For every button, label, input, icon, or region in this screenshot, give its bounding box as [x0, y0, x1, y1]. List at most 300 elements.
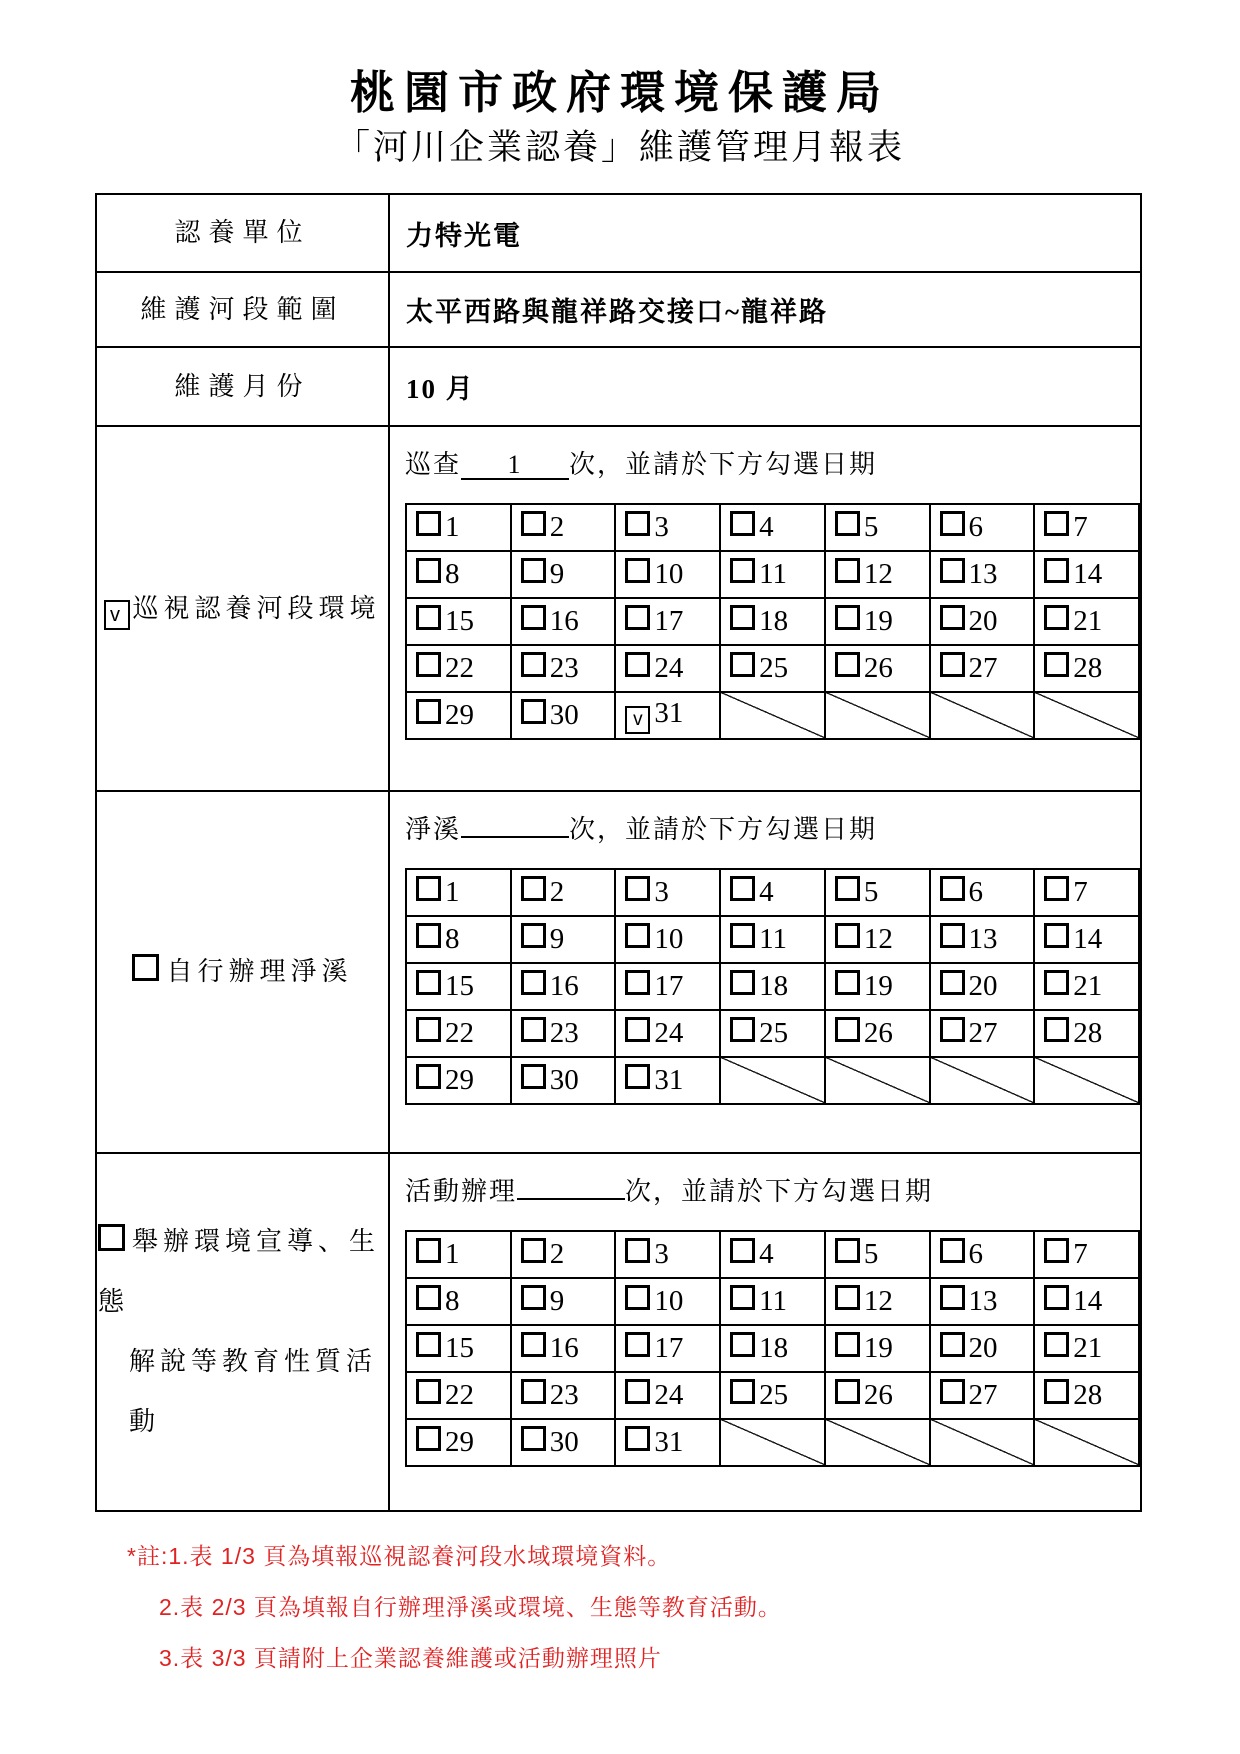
day-cell — [511, 1010, 616, 1057]
section-label-line — [98, 1212, 387, 1332]
day-cell — [511, 963, 616, 1010]
day-checkbox-education-activity-19[interactable] — [835, 1332, 860, 1357]
section-checkbox-patrol[interactable]: v — [104, 600, 130, 630]
calendar-row — [406, 1231, 1139, 1278]
day-checkbox-education-activity-24[interactable] — [625, 1379, 650, 1404]
day-number: 25 — [759, 1379, 789, 1411]
section-label — [104, 579, 380, 639]
page-subtitle: 「河川企業認養」維護管理月報表 — [334, 128, 905, 167]
section-checkbox-stream-cleaning[interactable] — [132, 954, 159, 981]
day-number: 12 — [863, 558, 893, 590]
day-checkbox-education-activity-27[interactable] — [940, 1379, 965, 1404]
day-number: 22 — [445, 652, 474, 684]
calendar-row — [406, 692, 1139, 739]
day-cell — [511, 1419, 616, 1466]
section-label-line — [98, 1332, 387, 1452]
day-cell — [1034, 1010, 1139, 1057]
calendar-row — [406, 504, 1139, 551]
section-header-prefix: 淨溪 — [405, 815, 462, 844]
day-cell — [615, 1231, 720, 1278]
section-header-prefix: 活動辦理 — [405, 1177, 518, 1206]
day-cell — [930, 1231, 1035, 1278]
calendar-row — [406, 645, 1139, 692]
day-number: 28 — [1073, 1017, 1103, 1049]
day-number: 5 — [863, 1238, 879, 1270]
day-number: 15 — [445, 1332, 474, 1364]
day-checkbox-education-activity-7[interactable] — [1044, 1238, 1069, 1263]
day-number: 5 — [863, 511, 879, 543]
day-number: 4 — [759, 1238, 774, 1270]
day-cell — [511, 551, 616, 598]
note-line: 3.表 3/3 頁請附上企業認養維護或活動辦理照片 — [159, 1645, 662, 1671]
day-checkbox-education-activity-6[interactable] — [940, 1238, 965, 1263]
day-checkbox-stream-cleaning-18[interactable] — [730, 970, 755, 995]
info-label-cell — [96, 347, 389, 426]
day-number: 21 — [1073, 970, 1103, 1002]
count-blank-education-activity[interactable] — [517, 1198, 625, 1200]
day-checkbox-stream-cleaning-31[interactable] — [625, 1064, 650, 1089]
day-cell — [615, 869, 720, 916]
day-cell — [615, 645, 720, 692]
day-checkbox-stream-cleaning-15[interactable] — [416, 970, 441, 995]
day-checkbox-education-activity-9[interactable] — [521, 1285, 546, 1310]
day-cell — [615, 1278, 720, 1325]
day-checkbox-patrol-1[interactable] — [416, 511, 441, 536]
day-checkbox-patrol-27[interactable] — [940, 652, 965, 677]
day-number: 12 — [863, 1285, 893, 1317]
day-number: 27 — [968, 1017, 998, 1049]
day-checkbox-patrol-21[interactable] — [1044, 605, 1069, 630]
day-checkbox-patrol-26[interactable] — [835, 652, 860, 677]
section-header-prefix: 巡查 — [405, 450, 462, 479]
day-number: 11 — [759, 558, 788, 590]
day-checkbox-education-activity-29[interactable] — [416, 1426, 441, 1451]
day-checkbox-patrol-24[interactable] — [625, 652, 650, 677]
day-checkbox-patrol-2[interactable] — [521, 511, 546, 536]
day-number: 7 — [1073, 876, 1088, 908]
day-cell — [406, 1057, 511, 1104]
day-number: 28 — [1073, 652, 1103, 684]
day-number: 29 — [445, 699, 474, 731]
day-cell — [511, 598, 616, 645]
day-checkbox-education-activity-26[interactable] — [835, 1379, 860, 1404]
day-cell — [825, 1231, 930, 1278]
day-number: 20 — [968, 970, 998, 1002]
calendar-row — [406, 869, 1139, 916]
day-checkbox-stream-cleaning-3[interactable] — [625, 876, 650, 901]
day-checkbox-stream-cleaning-12[interactable] — [835, 923, 860, 948]
day-cell — [720, 645, 825, 692]
section-label-cell — [96, 1153, 389, 1511]
info-label: 維護河段範圍 — [140, 294, 345, 324]
info-row — [96, 194, 1141, 272]
day-checkbox-education-activity-23[interactable] — [521, 1379, 546, 1404]
day-checkbox-education-activity-11[interactable] — [730, 1285, 755, 1310]
day-checkbox-education-activity-3[interactable] — [625, 1238, 650, 1263]
day-cell — [406, 1231, 511, 1278]
day-checkbox-education-activity-28[interactable] — [1044, 1379, 1069, 1404]
day-cell — [615, 963, 720, 1010]
day-number: 30 — [549, 699, 579, 731]
section-header — [405, 809, 1140, 846]
day-cell — [1034, 963, 1139, 1010]
day-cell — [930, 1278, 1035, 1325]
day-cell — [825, 645, 930, 692]
day-checkbox-stream-cleaning-5[interactable] — [835, 876, 860, 901]
day-checkbox-patrol-13[interactable] — [940, 558, 965, 583]
info-label: 認養單位 — [174, 218, 311, 247]
info-value: 力特光電 — [389, 194, 1141, 272]
day-cell — [1034, 598, 1139, 645]
section-header — [405, 1171, 1140, 1208]
day-number: 19 — [863, 605, 893, 637]
day-checkbox-stream-cleaning-26[interactable] — [835, 1017, 860, 1042]
day-checkbox-stream-cleaning-22[interactable] — [416, 1017, 441, 1042]
day-checkbox-stream-cleaning-1[interactable] — [416, 876, 441, 901]
day-number: 19 — [863, 1332, 893, 1364]
day-checkbox-stream-cleaning-24[interactable] — [625, 1017, 650, 1042]
count-blank-stream-cleaning[interactable] — [461, 836, 569, 838]
day-cell — [1034, 645, 1139, 692]
day-number: 23 — [549, 1379, 579, 1411]
day-number: 9 — [549, 1285, 565, 1317]
day-checkbox-patrol-17[interactable] — [625, 605, 650, 630]
day-cell — [825, 963, 930, 1010]
day-checkbox-stream-cleaning-16[interactable] — [521, 970, 546, 995]
day-number: 10 — [654, 558, 684, 590]
day-number: 24 — [654, 1379, 684, 1411]
day-checkbox-stream-cleaning-21[interactable] — [1044, 970, 1069, 995]
day-number: 1 — [445, 876, 460, 908]
day-checkbox-stream-cleaning-23[interactable] — [521, 1017, 546, 1042]
day-number: 26 — [863, 652, 893, 684]
day-checkbox-education-activity-22[interactable] — [416, 1379, 441, 1404]
note-line: *註:1.表 1/3 頁為填報巡視認養河段水域環境資料。 — [127, 1543, 672, 1569]
day-checkbox-patrol-8[interactable] — [416, 558, 441, 583]
day-cell — [511, 504, 616, 551]
day-cell — [720, 1372, 825, 1419]
day-cell — [615, 1372, 720, 1419]
day-checkbox-stream-cleaning-14[interactable] — [1044, 923, 1069, 948]
day-checkbox-patrol-9[interactable] — [521, 558, 546, 583]
section-label — [98, 1212, 387, 1452]
day-checkbox-stream-cleaning-11[interactable] — [730, 923, 755, 948]
day-checkbox-education-activity-30[interactable] — [521, 1426, 546, 1451]
day-cell — [825, 869, 930, 916]
day-checkbox-stream-cleaning-7[interactable] — [1044, 876, 1069, 901]
day-cell — [406, 1278, 511, 1325]
day-cell — [406, 963, 511, 1010]
day-checkbox-stream-cleaning-28[interactable] — [1044, 1017, 1069, 1042]
day-cell — [930, 551, 1035, 598]
day-cell — [615, 916, 720, 963]
day-checkbox-patrol-28[interactable] — [1044, 652, 1069, 677]
day-checkbox-patrol-5[interactable] — [835, 511, 860, 536]
day-cell — [511, 645, 616, 692]
day-number: 14 — [1073, 558, 1103, 590]
calendar-education-activity — [405, 1230, 1140, 1467]
section-row-stream-cleaning — [96, 791, 1141, 1153]
day-cell — [615, 1057, 720, 1104]
day-cell — [406, 692, 511, 739]
day-checkbox-stream-cleaning-20[interactable] — [940, 970, 965, 995]
day-cell — [511, 869, 616, 916]
day-checkbox-education-activity-10[interactable] — [625, 1285, 650, 1310]
day-number: 10 — [654, 1285, 684, 1317]
section-label-cell — [96, 426, 389, 791]
day-checkbox-stream-cleaning-27[interactable] — [940, 1017, 965, 1042]
day-checkbox-patrol-10[interactable] — [625, 558, 650, 583]
day-cell — [615, 1325, 720, 1372]
day-number: 16 — [549, 970, 579, 1002]
day-checkbox-education-activity-15[interactable] — [416, 1332, 441, 1357]
day-checkbox-stream-cleaning-25[interactable] — [730, 1017, 755, 1042]
section-label-cell — [96, 791, 389, 1153]
day-cell — [406, 645, 511, 692]
day-checkbox-patrol-25[interactable] — [730, 652, 755, 677]
section-content-cell — [389, 426, 1141, 791]
count-blank-patrol[interactable]: 1 — [461, 452, 569, 480]
calendar-blank-cell — [720, 1057, 825, 1104]
day-checkbox-patrol-14[interactable] — [1044, 558, 1069, 583]
day-number: 8 — [445, 558, 460, 590]
day-checkbox-patrol-22[interactable] — [416, 652, 441, 677]
day-number: 23 — [549, 1017, 579, 1049]
main-form-table — [95, 193, 1142, 1512]
day-cell — [825, 1010, 930, 1057]
calendar-row — [406, 1372, 1139, 1419]
calendar-blank-cell — [720, 1419, 825, 1466]
day-cell — [615, 1010, 720, 1057]
day-checkbox-patrol-18[interactable] — [730, 605, 755, 630]
day-cell — [511, 1057, 616, 1104]
day-number: 23 — [549, 652, 579, 684]
day-number: 19 — [863, 970, 893, 1002]
day-checkbox-stream-cleaning-9[interactable] — [521, 923, 546, 948]
day-number: 26 — [863, 1379, 893, 1411]
day-number: 31 — [654, 1064, 684, 1096]
calendar-row — [406, 1057, 1139, 1104]
day-checkbox-patrol-4[interactable] — [730, 511, 755, 536]
day-number: 13 — [968, 558, 998, 590]
day-cell — [825, 551, 930, 598]
calendar-blank-cell — [930, 1419, 1035, 1466]
day-checkbox-education-activity-5[interactable] — [835, 1238, 860, 1263]
day-cell — [511, 1278, 616, 1325]
day-number: 30 — [549, 1426, 579, 1458]
day-number: 12 — [863, 923, 893, 955]
day-cell — [615, 504, 720, 551]
day-checkbox-patrol-7[interactable] — [1044, 511, 1069, 536]
day-cell — [720, 551, 825, 598]
day-checkbox-stream-cleaning-6[interactable] — [940, 876, 965, 901]
day-cell — [1034, 504, 1139, 551]
day-number: 16 — [549, 1332, 579, 1364]
day-number: 13 — [968, 1285, 998, 1317]
day-number: 6 — [968, 1238, 984, 1270]
day-number: 11 — [759, 923, 788, 955]
day-number: 15 — [445, 605, 474, 637]
day-cell — [615, 1419, 720, 1466]
day-cell — [720, 869, 825, 916]
calendar-blank-cell — [1034, 1419, 1139, 1466]
day-cell — [930, 504, 1035, 551]
day-cell — [615, 551, 720, 598]
section-label-text: 舉辦環境宣導、生態 — [98, 1227, 381, 1316]
day-checkbox-education-activity-21[interactable] — [1044, 1332, 1069, 1357]
info-value: 太平西路與龍祥路交接口~龍祥路 — [389, 272, 1141, 347]
calendar-row — [406, 1010, 1139, 1057]
day-cell — [511, 692, 616, 739]
calendar-row — [406, 916, 1139, 963]
day-cell — [720, 1278, 825, 1325]
day-checkbox-education-activity-2[interactable] — [521, 1238, 546, 1263]
day-cell — [930, 1325, 1035, 1372]
section-label-text: 解說等教育性質活動 — [129, 1347, 378, 1436]
day-number: 8 — [445, 923, 460, 955]
calendar-row — [406, 1278, 1139, 1325]
info-row — [96, 272, 1141, 347]
day-cell — [1034, 1278, 1139, 1325]
day-checkbox-stream-cleaning-2[interactable] — [521, 876, 546, 901]
day-number: 8 — [445, 1285, 460, 1317]
day-number: 17 — [654, 1332, 684, 1364]
day-number: 2 — [549, 511, 565, 543]
day-number: 14 — [1073, 923, 1103, 955]
info-value: 10 月 — [389, 347, 1141, 426]
day-cell — [615, 692, 720, 739]
day-checkbox-patrol-29[interactable] — [416, 699, 441, 724]
day-cell — [615, 598, 720, 645]
day-cell — [406, 916, 511, 963]
day-number: 17 — [654, 970, 684, 1002]
day-number: 5 — [863, 876, 879, 908]
section-header-suffix: 次，並請於下方勾選日期 — [569, 450, 878, 479]
day-number: 3 — [654, 1238, 669, 1270]
day-cell — [930, 869, 1035, 916]
day-cell — [930, 645, 1035, 692]
day-checkbox-patrol-30[interactable] — [521, 699, 546, 724]
day-checkbox-stream-cleaning-29[interactable] — [416, 1064, 441, 1089]
day-cell — [1034, 916, 1139, 963]
day-checkbox-patrol-23[interactable] — [521, 652, 546, 677]
day-checkbox-patrol-15[interactable] — [416, 605, 441, 630]
day-checkbox-education-activity-1[interactable] — [416, 1238, 441, 1263]
day-checkbox-stream-cleaning-17[interactable] — [625, 970, 650, 995]
day-number: 6 — [968, 876, 984, 908]
day-checkbox-stream-cleaning-8[interactable] — [416, 923, 441, 948]
calendar-blank-cell — [825, 692, 930, 739]
day-checkbox-education-activity-25[interactable] — [730, 1379, 755, 1404]
day-number: 31 — [654, 1426, 684, 1458]
day-number: 25 — [759, 652, 789, 684]
day-checkbox-patrol-11[interactable] — [730, 558, 755, 583]
day-cell — [720, 598, 825, 645]
day-number: 29 — [445, 1426, 474, 1458]
day-checkbox-patrol-19[interactable] — [835, 605, 860, 630]
day-checkbox-education-activity-14[interactable] — [1044, 1285, 1069, 1310]
footnotes — [127, 1538, 782, 1691]
day-number: 2 — [549, 876, 565, 908]
day-number: 1 — [445, 511, 460, 543]
day-cell — [720, 504, 825, 551]
day-number: 27 — [968, 1379, 998, 1411]
day-cell — [511, 916, 616, 963]
day-number: 26 — [863, 1017, 893, 1049]
day-checkbox-patrol-16[interactable] — [521, 605, 546, 630]
day-checkbox-education-activity-13[interactable] — [940, 1285, 965, 1310]
day-cell — [1034, 869, 1139, 916]
info-row — [96, 347, 1141, 426]
day-checkbox-education-activity-16[interactable] — [521, 1332, 546, 1357]
section-label-line — [104, 579, 380, 639]
day-cell — [825, 916, 930, 963]
day-checkbox-patrol-3[interactable] — [625, 511, 650, 536]
day-cell — [406, 551, 511, 598]
day-checkbox-stream-cleaning-30[interactable] — [521, 1064, 546, 1089]
day-cell — [406, 504, 511, 551]
day-cell — [825, 504, 930, 551]
day-number: 20 — [968, 1332, 998, 1364]
day-cell — [825, 598, 930, 645]
day-number: 17 — [654, 605, 684, 637]
day-checkbox-stream-cleaning-4[interactable] — [730, 876, 755, 901]
day-checkbox-stream-cleaning-10[interactable] — [625, 923, 650, 948]
calendar-blank-cell — [720, 692, 825, 739]
day-checkbox-stream-cleaning-13[interactable] — [940, 923, 965, 948]
day-cell — [406, 1325, 511, 1372]
section-header-suffix: 次，並請於下方勾選日期 — [625, 1177, 934, 1206]
section-label-line — [132, 942, 352, 1002]
day-number: 14 — [1073, 1285, 1103, 1317]
day-checkbox-stream-cleaning-19[interactable] — [835, 970, 860, 995]
day-number: 1 — [445, 1238, 460, 1270]
info-label-cell — [96, 194, 389, 272]
calendar-row — [406, 1325, 1139, 1372]
section-checkbox-education-activity[interactable] — [98, 1224, 125, 1251]
day-cell — [406, 869, 511, 916]
day-checkbox-education-activity-12[interactable] — [835, 1285, 860, 1310]
day-number: 22 — [445, 1017, 474, 1049]
day-number: 22 — [445, 1379, 474, 1411]
section-header — [405, 444, 1140, 481]
day-number: 28 — [1073, 1379, 1103, 1411]
day-cell — [1034, 551, 1139, 598]
day-number: 24 — [654, 1017, 684, 1049]
day-checkbox-education-activity-31[interactable] — [625, 1426, 650, 1451]
day-checkbox-education-activity-17[interactable] — [625, 1332, 650, 1357]
day-checkbox-patrol-20[interactable] — [940, 605, 965, 630]
day-checkbox-education-activity-20[interactable] — [940, 1332, 965, 1357]
day-number: 30 — [549, 1064, 579, 1096]
day-checkbox-patrol-6[interactable] — [940, 511, 965, 536]
calendar-blank-cell — [1034, 692, 1139, 739]
day-checkbox-patrol-31[interactable]: v — [625, 706, 650, 734]
page-title: 桃園市政府環境保護局 — [349, 68, 890, 118]
day-cell — [720, 1010, 825, 1057]
day-checkbox-education-activity-4[interactable] — [730, 1238, 755, 1263]
day-cell — [825, 1325, 930, 1372]
day-checkbox-patrol-12[interactable] — [835, 558, 860, 583]
day-checkbox-education-activity-8[interactable] — [416, 1285, 441, 1310]
day-number: 9 — [549, 923, 565, 955]
day-number: 3 — [654, 876, 669, 908]
day-checkbox-education-activity-18[interactable] — [730, 1332, 755, 1357]
section-row-education-activity — [96, 1153, 1141, 1511]
calendar-row — [406, 598, 1139, 645]
day-number: 21 — [1073, 1332, 1103, 1364]
day-number: 4 — [759, 876, 774, 908]
